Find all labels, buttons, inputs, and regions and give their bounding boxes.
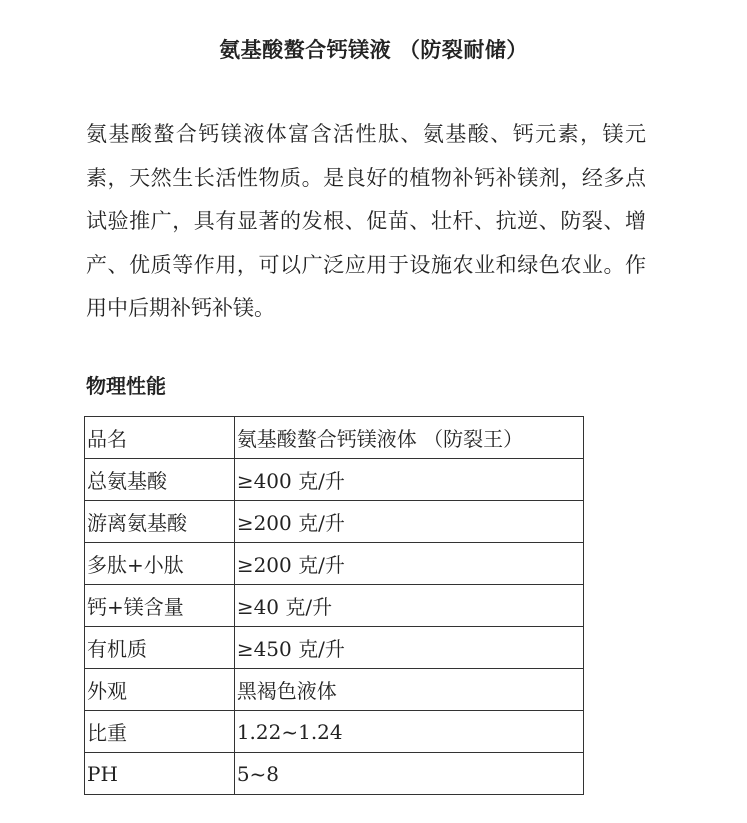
table-row <box>85 459 584 501</box>
property-name-cell: PH <box>85 753 235 795</box>
property-name-cell: 外观 <box>85 669 235 711</box>
property-value-cell: ≥400 克/升 <box>234 459 583 501</box>
intro-paragraph: 氨基酸螯合钙镁液体富含活性肽、氨基酸、钙元素，镁元素，天然生长活性物质。是良好的植物补钙补镁剂，经多点试验推广，具有显著的发根、促苗、壮杆、抗逆、防裂、增产、优质等作用，可以广泛应用于设施农业和绿色农业。作用中后期补钙补镁。 <box>86 122 646 320</box>
property-value-cell: ≥40 克/升 <box>234 585 583 627</box>
properties-table <box>84 416 584 795</box>
property-name-cell: 多肽+小肽 <box>85 543 235 585</box>
document-title: 氨基酸螯合钙镁液 （防裂耐储） <box>219 38 528 62</box>
table-row <box>85 417 584 459</box>
table-row <box>85 753 584 795</box>
property-value-cell: 5~8 <box>234 753 583 795</box>
property-name-cell: 总氨基酸 <box>85 459 235 501</box>
table-row <box>85 585 584 627</box>
property-name-cell: 比重 <box>85 711 235 753</box>
property-name-cell: 游离氨基酸 <box>85 501 235 543</box>
property-value-cell: 氨基酸螯合钙镁液体 （防裂王） <box>234 417 583 459</box>
property-value-cell: ≥450 克/升 <box>234 627 583 669</box>
property-name-cell: 品名 <box>85 417 235 459</box>
section-heading-physical-properties: 物理性能 <box>86 374 166 398</box>
property-value-cell: ≥200 克/升 <box>234 543 583 585</box>
table-row <box>85 669 584 711</box>
table-row <box>85 543 584 585</box>
property-name-cell: 有机质 <box>85 627 235 669</box>
table-row <box>85 627 584 669</box>
table-row <box>85 501 584 543</box>
property-value-cell: ≥200 克/升 <box>234 501 583 543</box>
property-value-cell: 1.22~1.24 <box>234 711 583 753</box>
table-row <box>85 711 584 753</box>
property-name-cell: 钙+镁含量 <box>85 585 235 627</box>
property-value-cell: 黑褐色液体 <box>234 669 583 711</box>
